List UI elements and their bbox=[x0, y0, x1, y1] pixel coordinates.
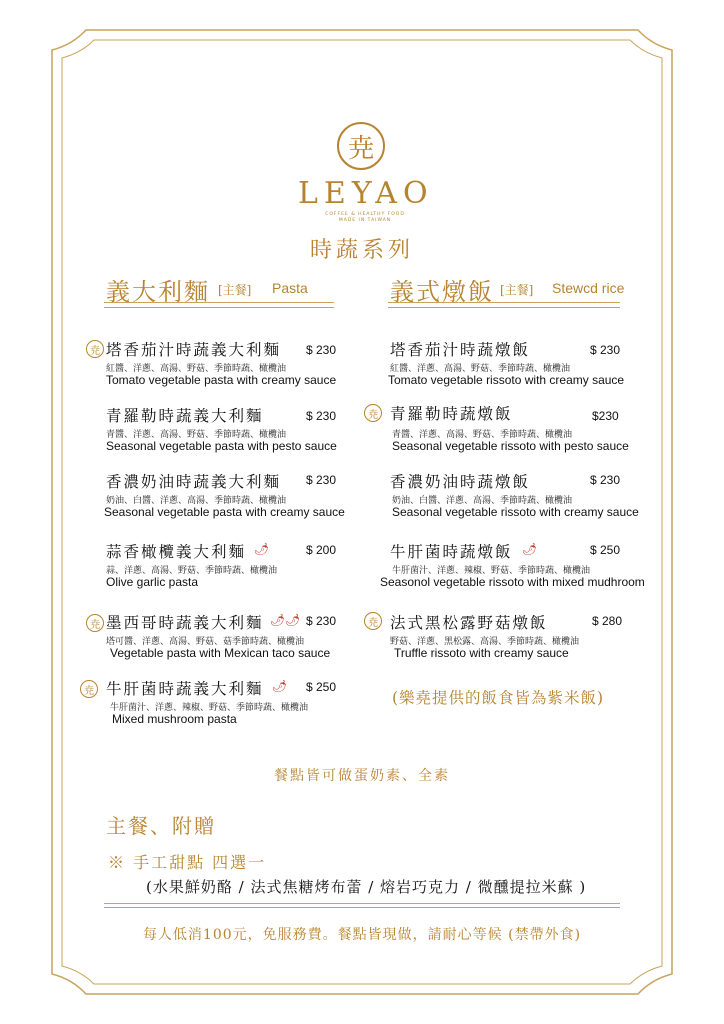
chili-icon: 🌶 bbox=[522, 542, 538, 556]
pasta-item-price: $ 230 bbox=[306, 614, 337, 628]
risotto-item-price: $230 bbox=[592, 409, 619, 423]
brand-tagline-1: COFFEE & HEALTHY FOOD bbox=[325, 212, 405, 217]
pasta-rule bbox=[104, 302, 334, 303]
vegetarian-note: 餐點皆可做蛋奶素、全素 bbox=[274, 768, 450, 784]
pasta-item-ingredients: 奶油、白醬、洋蔥、高湯、季節時蔬、橄欖油 bbox=[106, 496, 287, 506]
pasta-item-price: $ 230 bbox=[306, 409, 337, 423]
risotto-item-price: $ 230 bbox=[590, 473, 621, 487]
risotto-item-name: 青羅勒時蔬燉飯 bbox=[390, 405, 513, 423]
risotto-title: 義式燉飯 bbox=[390, 278, 494, 306]
chili-icon: 🌶 bbox=[272, 679, 288, 693]
brand-tagline-2: MADE IN TAIWAN bbox=[338, 218, 392, 223]
chef-badge-icon: 尭 bbox=[364, 404, 382, 422]
risotto-item-ingredients: 牛肝菌汁、洋蔥、辣椒、野菇、季節時蔬、橄欖油 bbox=[392, 566, 591, 576]
brand-tagline bbox=[320, 212, 410, 224]
pasta-item-ingredients: 牛肝菌汁、洋蔥、辣椒、野菇、季節時蔬、橄欖油 bbox=[110, 703, 309, 713]
chef-badge-icon: 尭 bbox=[86, 614, 104, 632]
risotto-item-ingredients: 野菇、洋蔥、黑松露、高湯、季節時蔬、橄欖油 bbox=[390, 637, 580, 647]
pasta-item-ingredients: 青醬、洋蔥、高湯、野菇、季節時蔬、橄欖油 bbox=[106, 430, 287, 440]
risotto-item-name: 牛肝菌時蔬燉飯 bbox=[390, 543, 513, 561]
pasta-item-en: Mixed mushroom pasta bbox=[112, 712, 237, 726]
pasta-item-en: Olive garlic pasta bbox=[106, 575, 199, 589]
risotto-item-price: $ 230 bbox=[590, 343, 621, 357]
pasta-item-ingredients: 塔可醬、洋蔥、高湯、野菇、菇季節時蔬、橄欖油 bbox=[106, 637, 305, 647]
risotto-en-title: Stewcd rice bbox=[552, 280, 625, 296]
risotto-item-price: $ 250 bbox=[590, 543, 621, 557]
risotto-item-price: $ 280 bbox=[592, 614, 623, 628]
chef-badge-icon: 尭 bbox=[364, 612, 382, 630]
footer-note: 每人低消100元，免服務費。餐點皆現做，請耐心等候 (禁帶外食) bbox=[142, 927, 582, 943]
pasta-item-price: $ 250 bbox=[306, 680, 337, 694]
pasta-item-en: Seasonal vegetable pasta with pesto sauce bbox=[106, 439, 337, 453]
chili-icon: 🌶🌶 bbox=[270, 613, 301, 627]
risotto-item-ingredients: 奶油、白醬、洋蔥、高湯、季節時蔬、橄欖油 bbox=[392, 496, 573, 506]
pasta-item-price: $ 230 bbox=[306, 343, 337, 357]
dessert-items: (水果鮮奶酪 / 法式焦糖烤布蕾 / 熔岩巧克力 / 微醺提拉米蘇 ) bbox=[146, 878, 587, 896]
chef-badge-icon: 尭 bbox=[86, 340, 104, 358]
risotto-item-en: Seasonal vegetable rissoto with pesto sauce bbox=[392, 439, 629, 453]
chili-icon: 🌶 bbox=[254, 542, 270, 556]
risotto-rule-2 bbox=[388, 307, 620, 308]
risotto-item-en: Truffle rissoto with creamy sauce bbox=[394, 646, 569, 660]
pasta-rule-2 bbox=[104, 307, 334, 308]
footer-rule-2 bbox=[104, 907, 620, 908]
risotto-item-name: 塔香茄汁時蔬燉飯 bbox=[390, 341, 531, 359]
risotto-item-ingredients: 紅醬、洋蔥、高湯、野菇、季節時蔬、橄欖油 bbox=[390, 364, 571, 374]
pasta-item-en: Tomato vegetable pasta with creamy sauce bbox=[106, 373, 337, 387]
page-title: 時蔬系列 bbox=[309, 238, 414, 263]
pasta-item-name: 墨西哥時蔬義大利麵 bbox=[106, 614, 264, 632]
risotto-item-name: 法式黑松露野菇燉飯 bbox=[390, 614, 548, 632]
pasta-item-ingredients: 蒜、洋蔥、高湯、野菇、季節時蔬、橄欖油 bbox=[106, 566, 278, 576]
pasta-en-title: Pasta bbox=[272, 280, 308, 296]
pasta-item-price: $ 200 bbox=[306, 543, 337, 557]
pasta-item-name: 青羅勒時蔬義大利麵 bbox=[106, 407, 264, 425]
risotto-item-en: Seasonol vegetable rissoto with mixed mudhroom bbox=[380, 575, 645, 589]
pasta-item-en: Seasonal vegetable pasta with creamy sauce bbox=[104, 505, 345, 519]
pasta-item-name: 香濃奶油時蔬義大利麵 bbox=[106, 473, 282, 491]
risotto-item-en: Seasonal vegetable rissoto with creamy sauce bbox=[392, 505, 639, 519]
pasta-tag: [主餐] bbox=[218, 283, 252, 297]
brand-name: LEYAO bbox=[298, 176, 434, 211]
rice-note: (樂堯提供的飯食皆為紫米飯) bbox=[392, 689, 605, 707]
risotto-item-en: Tomato vegetable rissoto with creamy sauce bbox=[388, 373, 625, 387]
chef-badge-icon: 尭 bbox=[80, 680, 98, 698]
risotto-item-ingredients: 青醬、洋蔥、高湯、野菇、季節時蔬、橄欖油 bbox=[392, 430, 573, 440]
risotto-tag: [主餐] bbox=[500, 283, 534, 297]
pasta-item-ingredients: 紅醬、洋蔥、高湯、野菇、季節時蔬、橄欖油 bbox=[106, 364, 287, 374]
risotto-rule bbox=[388, 302, 620, 303]
footer-rule bbox=[104, 903, 620, 904]
pasta-item-name: 塔香茄汁時蔬義大利麵 bbox=[106, 341, 282, 359]
pasta-item-name: 牛肝菌時蔬義大利麵 bbox=[106, 680, 264, 698]
pasta-item-price: $ 230 bbox=[306, 473, 337, 487]
leyao-logo-icon: 尭 bbox=[337, 122, 385, 170]
risotto-item-name: 香濃奶油時蔬燉飯 bbox=[390, 473, 531, 491]
pasta-title: 義大利麵 bbox=[106, 278, 210, 306]
dessert-title: ※ 手工甜點 四選一 bbox=[108, 853, 267, 872]
pasta-item-en: Vegetable pasta with Mexican taco sauce bbox=[110, 646, 331, 660]
main-section-title: 主餐、附贈 bbox=[106, 814, 216, 838]
pasta-item-name: 蒜香橄欖義大利麵 bbox=[106, 543, 247, 561]
